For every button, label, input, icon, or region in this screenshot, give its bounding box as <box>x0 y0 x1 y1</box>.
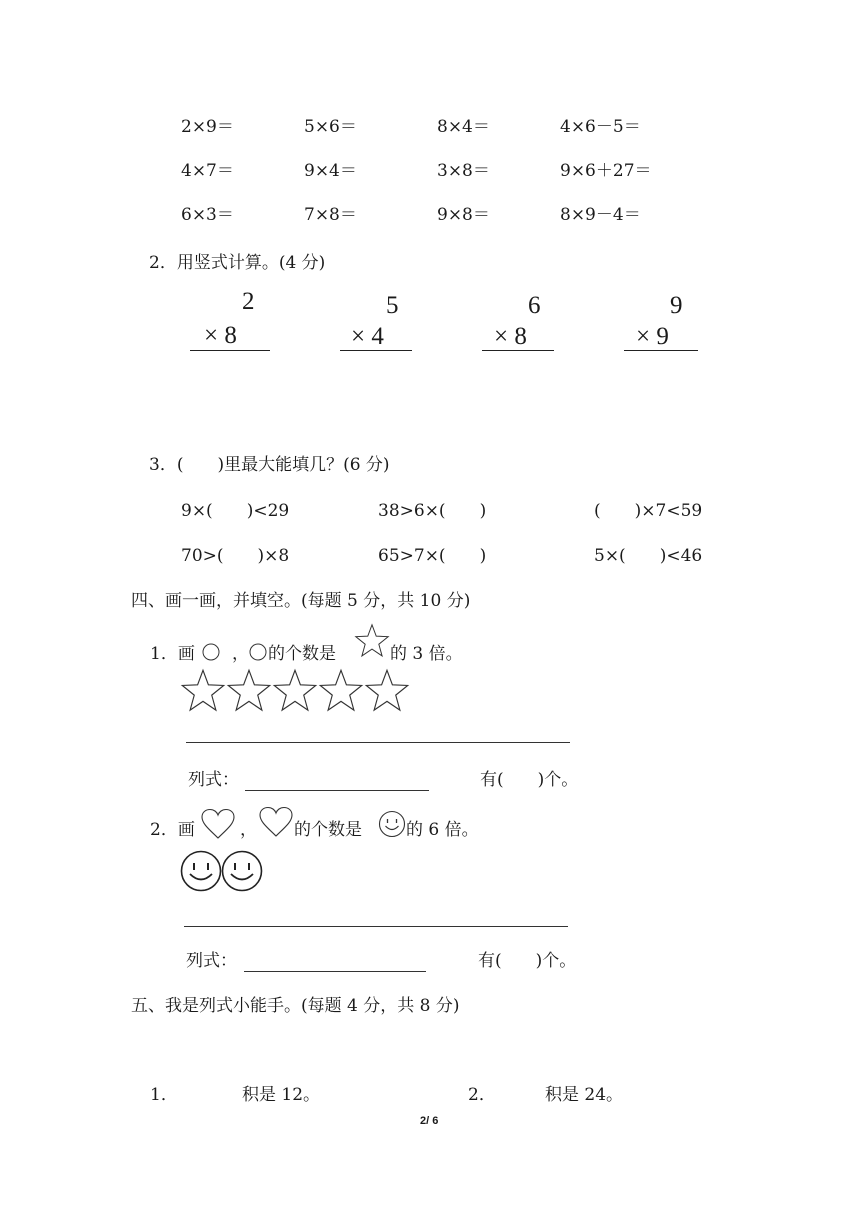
inequality-item: 65>7×( ) <box>378 546 487 566</box>
calc-item: 8×9－4＝ <box>560 205 641 225</box>
drawing-line[interactable] <box>186 742 570 743</box>
question-suffix: 的 6 倍。 <box>406 820 479 840</box>
question-prefix: 2．画 <box>150 820 195 840</box>
question-mid: ， <box>232 644 249 664</box>
answer-label: 有( )个。 <box>478 951 577 971</box>
inequality-item: 38>6×( ) <box>378 501 487 521</box>
item-number: 1． <box>150 1085 178 1105</box>
smiley-icon <box>378 810 406 838</box>
calc-item: 6×3＝ <box>181 205 234 225</box>
question-suffix: 的 3 倍。 <box>390 644 463 664</box>
calc-item: 2×9＝ <box>181 117 234 137</box>
calc-item: 7×8＝ <box>304 205 357 225</box>
question-title: 2．用竖式计算。(4 分) <box>149 253 326 273</box>
vertical-bottom: × 9 <box>636 323 669 350</box>
star-icon <box>180 668 226 714</box>
vertical-line <box>340 350 412 351</box>
question-prefix: 1．画 <box>150 644 195 664</box>
circle-icon <box>248 642 268 662</box>
item-number: 2． <box>468 1085 496 1105</box>
calc-item: 9×4＝ <box>304 161 357 181</box>
star-icon <box>226 668 272 714</box>
smiley-icon <box>180 850 222 892</box>
formula-label: 列式： <box>186 951 237 971</box>
question-title: 3．( )里最大能填几？(6 分) <box>149 455 390 475</box>
vertical-bottom: × 8 <box>494 323 527 350</box>
calc-item: 5×6＝ <box>304 117 357 137</box>
calc-item: 9×8＝ <box>437 205 490 225</box>
star-icon <box>318 668 364 714</box>
section-title: 五、我是列式小能手。(每题 4 分，共 8 分) <box>131 996 460 1016</box>
vertical-top: 5 <box>386 292 399 319</box>
vertical-line <box>482 350 554 351</box>
section-title: 四、画一画，并填空。(每题 5 分，共 10 分) <box>131 591 471 611</box>
vertical-top: 6 <box>528 292 541 319</box>
inequality-item: ( )×7<59 <box>594 501 703 521</box>
calc-item: 9×6＋27＝ <box>560 161 652 181</box>
question-text: 的个数是 <box>268 644 336 664</box>
vertical-top: 2 <box>242 288 255 315</box>
star-icon <box>272 668 318 714</box>
calc-item: 3×8＝ <box>437 161 490 181</box>
answer-label: 有( )个。 <box>480 770 579 790</box>
vertical-line <box>624 350 698 351</box>
formula-label: 列式： <box>188 770 239 790</box>
item-text: 积是 24。 <box>545 1085 624 1105</box>
item-text: 积是 12。 <box>242 1085 321 1105</box>
vertical-bottom: × 8 <box>204 322 237 349</box>
calc-item: 4×7＝ <box>181 161 234 181</box>
question-mid: ， <box>240 820 257 840</box>
heart-icon <box>200 808 236 840</box>
smiley-icon <box>221 850 263 892</box>
inequality-item: 9×( )<29 <box>181 501 290 521</box>
star-icon <box>354 623 390 659</box>
formula-blank[interactable] <box>244 971 426 972</box>
formula-blank[interactable] <box>245 790 429 791</box>
circle-icon <box>201 642 221 662</box>
vertical-line <box>190 350 270 351</box>
vertical-bottom: × 4 <box>351 323 384 350</box>
page-number: 2/ 6 <box>420 1115 439 1127</box>
vertical-top: 9 <box>670 292 683 319</box>
calc-item: 8×4＝ <box>437 117 490 137</box>
question-text: 的个数是 <box>294 820 362 840</box>
inequality-item: 70>( )×8 <box>181 546 290 566</box>
heart-icon <box>258 806 294 838</box>
drawing-line[interactable] <box>184 926 568 927</box>
calc-item: 4×6－5＝ <box>560 117 641 137</box>
inequality-item: 5×( )<46 <box>594 546 703 566</box>
star-icon <box>364 668 410 714</box>
